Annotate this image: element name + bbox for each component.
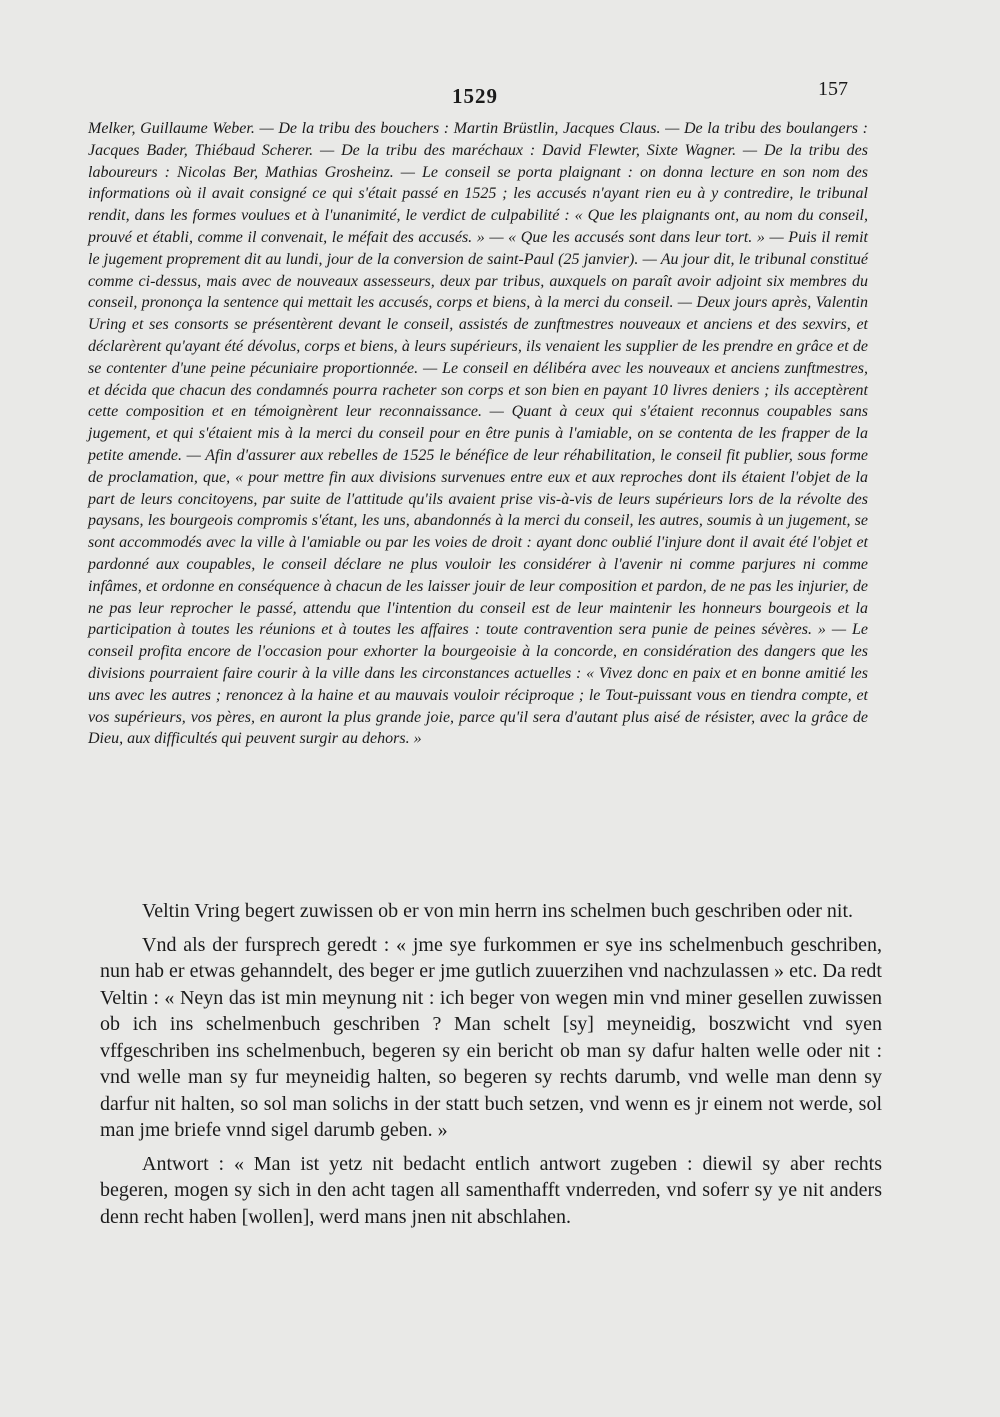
running-head-year: 1529 xyxy=(452,84,498,108)
original-paragraph-3: Antwort : « Man ist yetz nit bedacht entlich antwort zugeben : diewil sy aber rechts begeren, mogen sy sich in den acht tagen all samenthafft vnderreden, vnd soferr sy ye nit anders denn recht haben [wollen], werd mans jnen nit abschlahen. xyxy=(100,1152,882,1228)
french-summary-block xyxy=(88,118,868,750)
page-header xyxy=(0,78,1000,112)
original-paragraph-2: Vnd als der fursprech geredt : « jme sye furkommen er sye ins schelmenbuch geschriben, nun hab er etwas gehanndelt, des beger er jme gutlich zuuerzihen vnd nachzulassen » etc. Da redt Veltin : « Neyn das ist min meynung nit : ich beger von wegen min vnd miner gesellen zuwissen ob ich ins schelmenbuch geschriben ? Man schelt [sy] meyneidig, boszwicht vnd syen vffgeschriben ins schelmenbuch, begeren sy ein bericht ob man sy dafur halten welle oder nit : vnd welle man sy fur meyneidig halten, so begeren sy rechts darumb, vnd welle man denn sy darfur nit halten, so sol man solichs in der statt buch setzen, vnd wenn es jr einem not werde, sol man jme briefe vnnd sigel darumb geben. » xyxy=(100,933,882,1141)
german-original-text xyxy=(100,898,882,1237)
french-summary-text: Melker, Guillaume Weber. — De la tribu des bouchers : Martin Brüstlin, Jacques Claus. — De la tribu des boulangers : Jacques Bader, Thiébaud Scherer. — De la tribu des maréchaux : David Flewter, Sixte Wagner. — De la tribu des laboureurs : Nicolas Ber, Mathias Grosheinz. — Le conseil se porta plaignant : on donna lecture en son nom des informations où il avait consigné ce qui s'était passé en 1525 ; les accusés n'ayant rien eu à y contredire, le tribunal rendit, dans les formes voulues et à l'unanimité, le verdict de culpabilité : « Que les plaignants ont, au nom du conseil, prouvé et établi, comme il convenait, le méfait des accusés. » — « Que les accusés sont dans leur tort. » — Puis il remit le jugement proprement dit au lundi, jour de la conversion de saint-Paul (25 janvier). — Au jour dit, le tribunal constitué comme ci-dessus, mais avec de nouveaux assesseurs, deux par tribus, auxquels on paraît avoir adjoint six membres du conseil, prononça la sentence qui mettait les accusés, corps et biens, à la merci du conseil. — Deux jours après, Valentin Uring et ses consorts se présentèrent devant le conseil, assistés de zunftmestres nouveaux et anciens et des sexvirs, et déclarèrent qu'ayant été dévolus, corps et biens, à leurs supérieurs, ils venaient les supplier de les prendre en grâce et de se contenter d'une peine pécuniaire proportionnée. — Le conseil en délibéra avec les nouveaux et anciens zunftmestres, et décida que chacun des condamnés pourra racheter son corps et son bien en payant 10 livres deniers ; ils acceptèrent cette composition et en témoignèrent leur reconnaissance. — Quant à ceux qui s'étaient reconnus coupables sans jugement, et qui s'étaient mis à la merci du conseil pour en être punis à l'amiable, on se contenta de les frapper de la petite amende. — Afin d'assurer aux rebelles de 1525 le bénéfice de leur réhabilitation, le conseil fit publier, sous forme de proclamation, que, « pour mettre fin aux divisions survenues entre eux et aux reproches dont ils étaient l'objet de la part de leurs concitoyens, par suite de l'attitude qu'ils avaient prise vis-à-vis de leurs supérieurs lors de la révolte des paysans, les bourgeois compromis s'étant, les uns, abandonnés à la merci du conseil, les autres, soumis à un jugement, se sont accommodés avec la ville à l'amiable ou par les voies de droit : ayant donc oublié l'injure dont il avait été l'objet et pardonné aux coupables, le conseil déclare ne plus vouloir les considérer à l'avenir ni comme parjures ni comme infâmes, et ordonne en conséquence à chacun de les laisser jouir de leur composition et pardon, de ne pas les injurier, de ne pas leur reprocher le passé, attendu que l'intention du conseil est de leur maintenir les honneurs bourgeois et la participation à toutes les réunions et à toutes les affaires : toute contravention sera punie de peines sévères. » — Le conseil profita encore de l'occasion pour exhorter la bourgeoisie à la concorde, en considération des dangers que les divisions pourraient faire courir à la ville dans les circonstances actuelles : « Vivez donc en paix et en bonne amitié les uns avec les autres ; renoncez à la haine et au mauvais vouloir réciproque ; le Tout-puissant vous en tiendra compte, et vos supérieurs, vos pères, en auront la plus grande joie, parce qu'il sera d'autant plus aisé de résister, avec la grâce de Dieu, aux difficultés qui peuvent surgir au dehors. » xyxy=(88,120,868,748)
page-number: 157 xyxy=(818,78,848,100)
original-paragraph-1: Veltin Vring begert zuwissen ob er von min herrn ins schelmen buch geschriben oder nit. xyxy=(142,900,854,922)
